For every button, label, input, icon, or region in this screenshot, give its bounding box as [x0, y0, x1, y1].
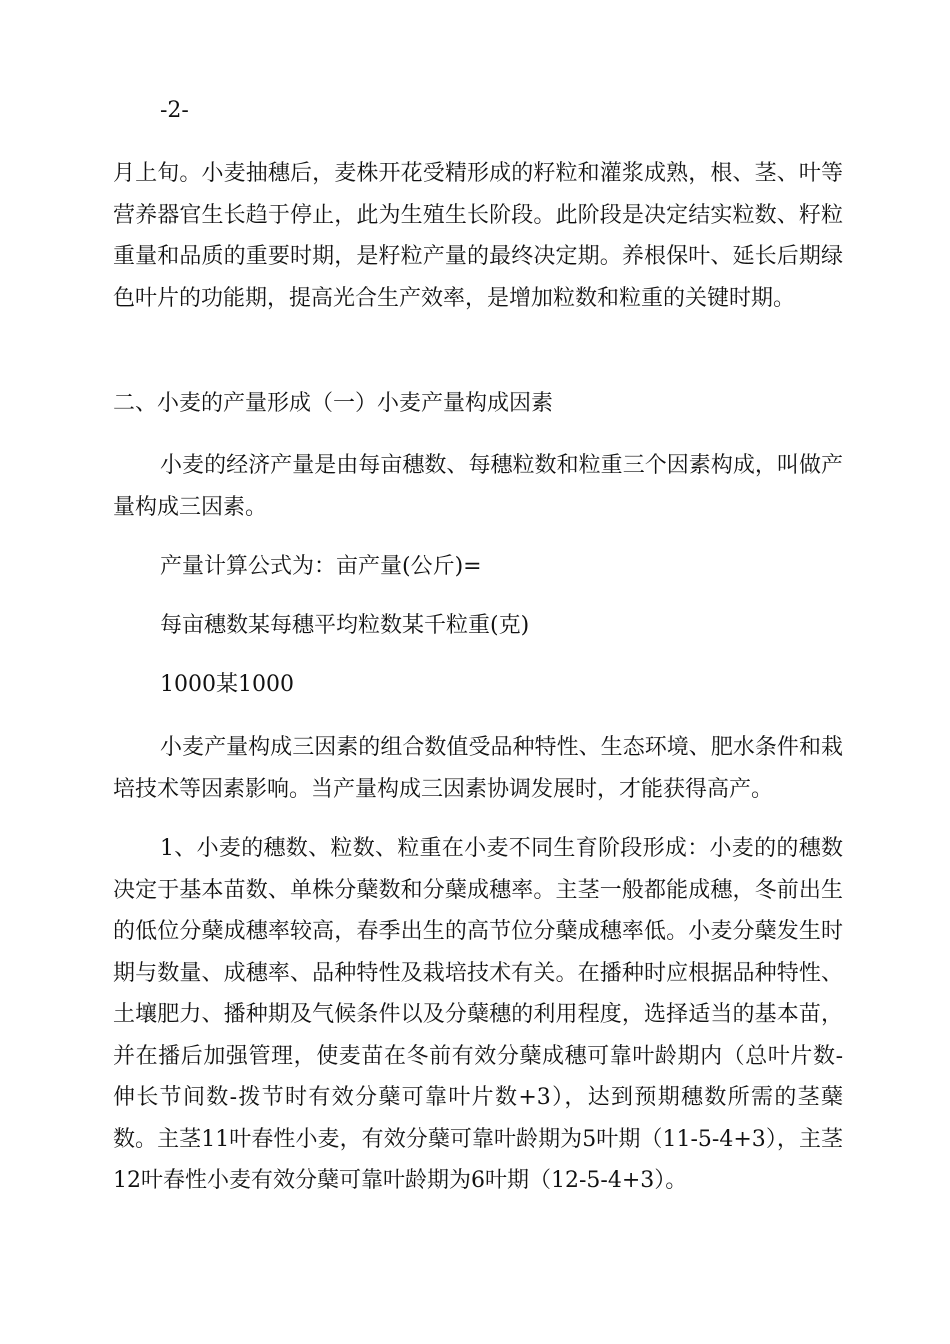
page-number: -2-	[160, 98, 189, 123]
formula-intro: 产量计算公式为：亩产量(公斤)=	[160, 554, 482, 579]
formula-denominator: 1000某1000	[160, 672, 294, 697]
formula-numerator: 每亩穗数某每穗平均粒数某千粒重(克)	[160, 613, 530, 638]
paragraph-factor-combination: 小麦产量构成三因素的组合数值受品种特性、生态环境、肥水条件和栽培技术等因素影响。当产量构成三因素协调发展时，才能获得高产。	[113, 735, 843, 802]
paragraph-yield-factors: 小麦的经济产量是由每亩穗数、每穗粒数和粒重三个因素构成，叫做产量构成三因素。	[113, 453, 843, 520]
paragraph-spike-formation: 1、小麦的穗数、粒数、粒重在小麦不同生育阶段形成：小麦的的穗数决定于基本苗数、单株分蘖数和分蘖成穗率。主茎一般都能成穗，冬前出生的低位分蘖成穗率较高，春季出生的高节位分蘖成穗率低。小麦分蘖发生时期与数量、成穗率、品种特性及栽培技术有关。在播种时应根据品种特性、土壤肥力、播种期及气候条件以及分蘖穗的利用程度，选择适当的基本苗，并在播后加强管理，使麦苗在冬前有效分蘖成穗可靠叶龄期内（总叶片数-伸长节间数-拨节时有效分蘖可靠叶片数+3），达到预期穗数所需的茎蘖数。主茎11叶春性小麦，有效分蘖可靠叶龄期为5叶期（11-5-4+3），主茎12叶春性小麦有效分蘖可靠叶龄期为6叶期（12-5-4+3）。	[113, 836, 843, 1193]
section-heading: 二、小麦的产量形成（一）小麦产量构成因素	[113, 391, 554, 416]
paragraph-reproductive-stage: 月上旬。小麦抽穗后，麦株开花受精形成的籽粒和灌浆成熟，根、茎、叶等营养器官生长趋于停止，此为生殖生长阶段。此阶段是决定结实粒数、籽粒重量和品质的重要时期，是籽粒产量的最终决定期。养根保叶、延长后期绿色叶片的功能期，提高光合生产效率，是增加粒数和粒重的关键时期。	[113, 161, 843, 311]
